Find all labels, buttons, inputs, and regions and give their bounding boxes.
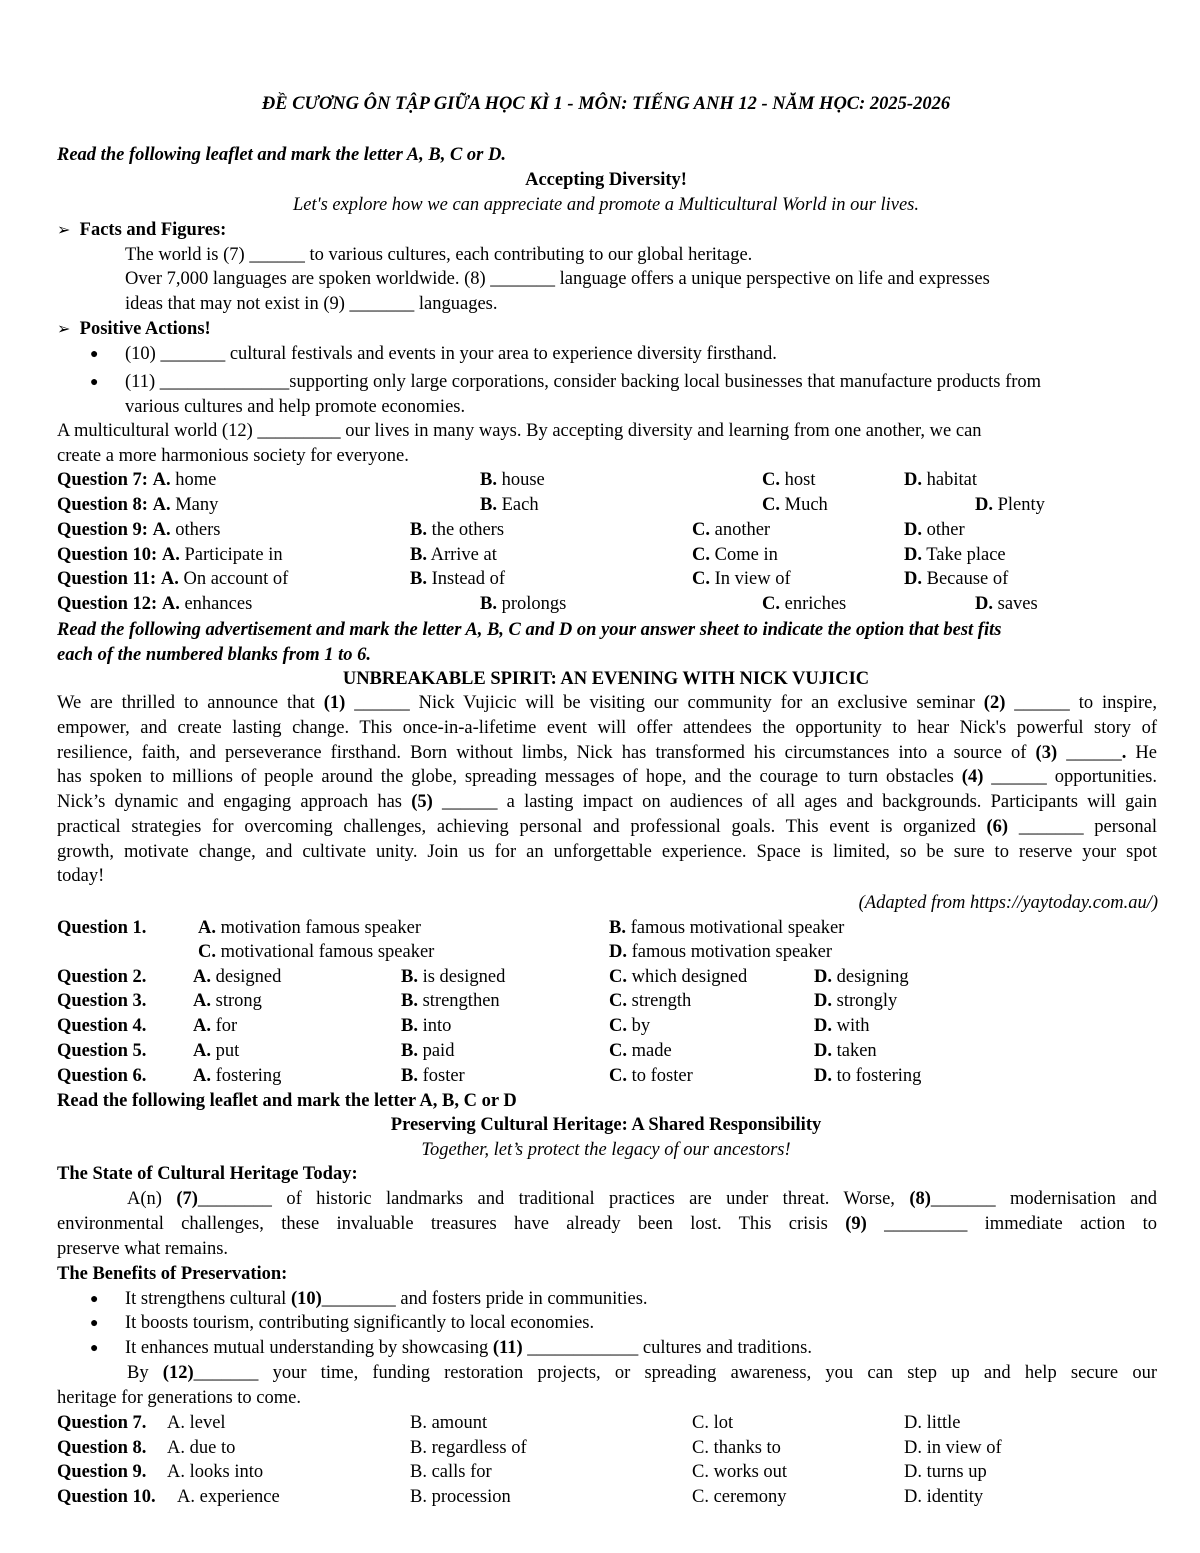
option-b: B. paid xyxy=(401,1041,455,1061)
option-b: B. famous motivational speaker xyxy=(609,918,845,938)
passage-line: practical strategies for overcoming challenges, achieving personal and professional goals. This event is organized (6) _______ personal xyxy=(57,817,1157,837)
option-b: B. strengthen xyxy=(401,991,500,1011)
benefit-item: It boosts tourism, contributing significantly to local economies. xyxy=(125,1313,595,1333)
question-row: Question 7: A. home xyxy=(57,470,217,490)
state-line: preserve what remains. xyxy=(57,1239,229,1259)
option-a: A. looks into xyxy=(167,1462,264,1482)
benefits-heading: The Benefits of Preservation: xyxy=(57,1264,288,1284)
option-b: B. house xyxy=(480,470,545,490)
option-a: A. experience xyxy=(177,1487,280,1507)
option-d: D. with xyxy=(814,1016,870,1036)
passage-line: empower, and create lasting change. This once-in-a-lifetime event will offer attendees the opportunity to hear Nick's powerful story of xyxy=(57,718,1157,738)
option-b: B. Instead of xyxy=(410,569,506,589)
option-c: C. to foster xyxy=(609,1066,693,1086)
action-item: (10) _______ cultural festivals and events in your area to experience diversity firsthand. xyxy=(125,344,777,364)
option-b: B. regardless of xyxy=(410,1438,527,1458)
arrow-bullet-icon: ➢ xyxy=(57,321,71,338)
passage-line: Nick’s dynamic and engaging approach has (5) ______ a lasting impact on audiences of all ages and backgrounds. Participants will gain xyxy=(57,792,1157,812)
question-row: Question 11: A. On account of xyxy=(57,569,289,589)
source-citation: (Adapted from https://yaytoday.com.au/) xyxy=(858,893,1158,913)
option-a: A. level xyxy=(167,1413,226,1433)
option-c: C. enriches xyxy=(762,594,847,614)
option-d: D. little xyxy=(904,1413,961,1433)
bullet-icon: ● xyxy=(90,1292,99,1307)
option-b: B. prolongs xyxy=(480,594,567,614)
section1-subheading: Let's explore how we can appreciate and promote a Multicultural World in our lives. xyxy=(292,195,920,215)
action-item-continued: various cultures and help promote economies. xyxy=(125,397,466,417)
question-row: Question 12: A. enhances xyxy=(57,594,253,614)
option-c: C. Much xyxy=(762,495,828,515)
option-c: C. In view of xyxy=(692,569,791,589)
option-d: D. turns up xyxy=(904,1462,987,1482)
option-a: A. fostering xyxy=(193,1066,282,1086)
option-b: B. Each xyxy=(480,495,539,515)
question-label: Question 2. xyxy=(57,967,147,987)
option-d: D. Because of xyxy=(904,569,1009,589)
option-c: C. ceremony xyxy=(692,1487,787,1507)
option-b: B. is designed xyxy=(401,967,506,987)
section2-heading: UNBREAKABLE SPIRIT: AN EVENING WITH NICK VUJICIC xyxy=(342,669,870,689)
option-c: C. by xyxy=(609,1016,651,1036)
action-item: (11) ______________supporting only large corporations, consider backing local businesses that manufacture products from xyxy=(125,372,1042,392)
question-label: Question 7. xyxy=(57,1413,147,1433)
arrow-bullet-icon: ➢ xyxy=(57,222,71,239)
state-line: environmental challenges, these invaluable treasures have already been lost. This crisis (9) _________ immediate action to xyxy=(57,1214,1157,1234)
option-c: C. strength xyxy=(609,991,692,1011)
option-c: C. thanks to xyxy=(692,1438,781,1458)
section1-heading: Accepting Diversity! xyxy=(525,170,687,190)
section3-subheading: Together, let’s protect the legacy of our ancestors! xyxy=(421,1140,791,1160)
question-label: Question 9. xyxy=(57,1462,147,1482)
option-b: B. foster xyxy=(401,1066,465,1086)
option-c: C. host xyxy=(762,470,816,490)
option-d: D. habitat xyxy=(904,470,977,490)
by-line: By (12)_______ your time, funding restoration projects, or spreading awareness, you can step up and help secure our xyxy=(127,1363,1157,1383)
option-c: C. made xyxy=(609,1041,672,1061)
passage-line: We are thrilled to announce that (1) ______ Nick Vujicic will be visiting our community for an exclusive seminar (2) ______ to inspire, xyxy=(57,693,1157,713)
option-a: A. motivation famous speaker xyxy=(198,918,421,938)
facts-heading-row xyxy=(57,218,226,243)
bullet-icon: ● xyxy=(90,1316,99,1331)
option-b: B. calls for xyxy=(410,1462,492,1482)
bullet-icon: ● xyxy=(90,375,99,390)
option-c: C. lot xyxy=(692,1413,734,1433)
state-line: A(n) (7)________ of historic landmarks and traditional practices are under threat. Worse, (8)_______ modernisation and xyxy=(127,1189,1157,1209)
question-label: Question 10. xyxy=(57,1487,156,1507)
closing-line: create a more harmonious society for everyone. xyxy=(57,446,409,466)
actions-heading: Positive Actions! xyxy=(79,319,211,339)
state-heading: The State of Cultural Heritage Today: xyxy=(57,1164,358,1184)
passage-line: today! xyxy=(57,866,105,886)
question-label: Question 8. xyxy=(57,1438,147,1458)
option-d: D. famous motivation speaker xyxy=(609,942,832,962)
bullet-icon: ● xyxy=(90,347,99,362)
facts-line: ideas that may not exist in (9) _______ languages. xyxy=(125,294,498,314)
option-a: A. due to xyxy=(167,1438,236,1458)
closing-line: A multicultural world (12) _________ our lives in many ways. By accepting diversity and learning from one another, we can xyxy=(57,421,982,441)
question-label: Question 4. xyxy=(57,1016,147,1036)
question-row: Question 9: A. others xyxy=(57,520,221,540)
section3-heading: Preserving Cultural Heritage: A Shared Responsibility xyxy=(390,1115,822,1135)
passage-line: resilience, faith, and perseverance firsthand. Born without limbs, Nick has transformed his circumstances into a source of (3) ______. He xyxy=(57,743,1158,763)
option-a: A. for xyxy=(193,1016,238,1036)
page-title: ĐỀ CƯƠNG ÔN TẬP GIỮA HỌC KÌ 1 - MÔN: TIẾNG ANH 12 - NĂM HỌC: 2025-2026 xyxy=(261,94,951,114)
option-b: B. into xyxy=(401,1016,452,1036)
question-label: Question 3. xyxy=(57,991,147,1011)
option-c: C. motivational famous speaker xyxy=(198,942,435,962)
question-row: Question 8: A. Many xyxy=(57,495,219,515)
section3-instruction: Read the following leaflet and mark the letter A, B, C or D xyxy=(57,1091,517,1111)
option-d: D. designing xyxy=(814,967,909,987)
bullet-icon: ● xyxy=(90,1341,99,1356)
facts-line: The world is (7) ______ to various cultures, each contributing to our global heritage. xyxy=(125,245,753,265)
option-c: C. works out xyxy=(692,1462,788,1482)
actions-heading-row xyxy=(57,317,211,342)
option-c: C. Come in xyxy=(692,545,778,565)
option-a: A. strong xyxy=(193,991,262,1011)
passage-line: has spoken to millions of people around the globe, spreading messages of hope, and the courage to turn obstacles (4) ______ opportunities. xyxy=(57,767,1157,787)
option-b: B. the others xyxy=(410,520,505,540)
by-line: heritage for generations to come. xyxy=(57,1388,301,1408)
option-d: D. to fostering xyxy=(814,1066,922,1086)
option-d: D. saves xyxy=(975,594,1038,614)
option-d: D. in view of xyxy=(904,1438,1002,1458)
facts-line: Over 7,000 languages are spoken worldwide. (8) _______ language offers a unique perspective on life and expresses xyxy=(125,269,990,289)
option-b: B. procession xyxy=(410,1487,511,1507)
option-d: D. strongly xyxy=(814,991,898,1011)
question-row: Question 10: A. Participate in xyxy=(57,545,283,565)
facts-heading: Facts and Figures: xyxy=(79,220,227,240)
benefit-item: It strengthens cultural (10)________ and fosters pride in communities. xyxy=(125,1289,648,1309)
option-c: C. which designed xyxy=(609,967,748,987)
question-label: Question 5. xyxy=(57,1041,147,1061)
option-a: A. designed xyxy=(193,967,282,987)
section2-instruction: each of the numbered blanks from 1 to 6. xyxy=(57,645,371,665)
question-label: Question 1. xyxy=(57,918,147,938)
option-b: B. amount xyxy=(410,1413,488,1433)
option-c: C. another xyxy=(692,520,771,540)
option-d: D. Plenty xyxy=(975,495,1045,515)
option-d: D. taken xyxy=(814,1041,877,1061)
section1-instruction: Read the following leaflet and mark the letter A, B, C or D. xyxy=(57,145,506,165)
benefit-item: It enhances mutual understanding by showcasing (11) ____________ cultures and traditions. xyxy=(125,1338,812,1358)
option-d: D. Take place xyxy=(904,545,1006,565)
option-a: A. put xyxy=(193,1041,240,1061)
question-label: Question 6. xyxy=(57,1066,147,1086)
option-d: D. identity xyxy=(904,1487,984,1507)
option-b: B. Arrive at xyxy=(410,545,497,565)
option-d: D. other xyxy=(904,520,965,540)
section2-instruction: Read the following advertisement and mark the letter A, B, C and D on your answer sheet to indicate the option that best fits xyxy=(57,620,1002,640)
passage-line: growth, motivate change, and cultivate unity. Join us for an unforgettable experience. Space is limited, so be sure to reserve your spot xyxy=(57,842,1157,862)
